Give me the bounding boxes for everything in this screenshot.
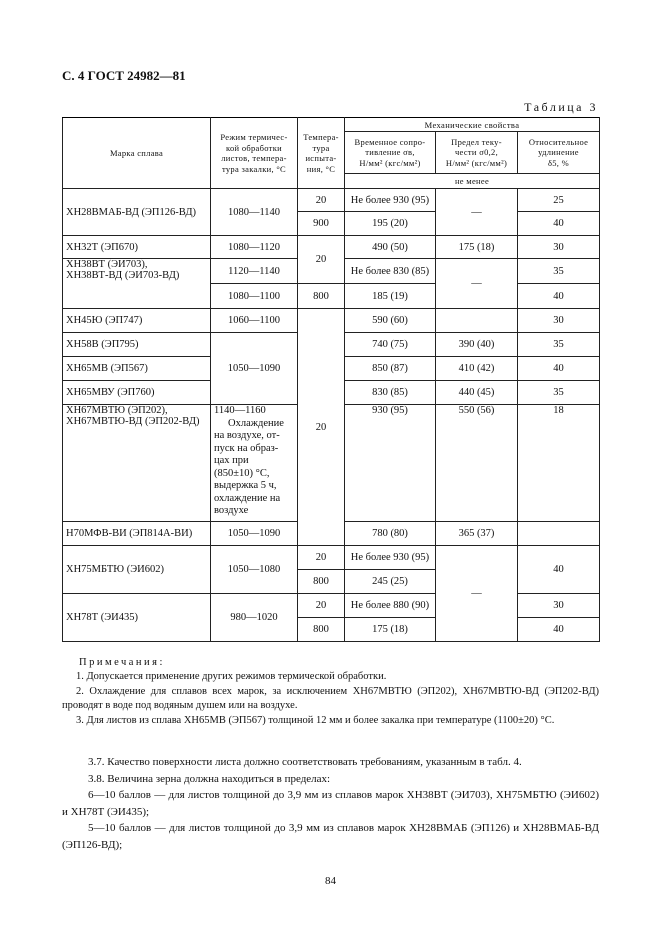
mode-cell: 1080—1120 (211, 236, 298, 259)
page-header: С. 4 ГОСТ 24982—81 (62, 68, 186, 83)
yield-cell: 550 (56) (436, 405, 518, 522)
strength-cell: 245 (25) (345, 570, 436, 594)
strength-cell: 740 (75) (345, 333, 436, 357)
elongation-cell: 30 (518, 309, 600, 333)
mode-cell: 1060—1100 (211, 309, 298, 333)
yield-cell: — (436, 546, 518, 642)
table-caption: Таблица 3 (524, 100, 598, 114)
strength-cell: Не более 830 (85) (345, 259, 436, 284)
mode-cell: 1120—1140 (211, 259, 298, 284)
elongation-cell: 35 (518, 381, 600, 405)
temp-cell: 800 (298, 570, 345, 594)
note-item: 2. Охлаждение для сплавов всех марок, за исключением ХН67МВТЮ (ЭП202), ХН67МВТЮ-ВД (ЭП202-ВД) проводят в воде под водяным душем или на воздухе. (62, 685, 599, 712)
alloy-cell: ХН32Т (ЭП670) (63, 236, 211, 259)
elongation-cell: 35 (518, 333, 600, 357)
strength-cell: Не более 930 (95) (345, 546, 436, 570)
strength-cell: 850 (87) (345, 357, 436, 381)
mode-cell: 1080—1100 (211, 284, 298, 309)
strength-cell: Не более 930 (95) (345, 189, 436, 212)
strength-cell: Не более 880 (90) (345, 594, 436, 618)
elongation-cell: 30 (518, 236, 600, 259)
yield-cell: 440 (45) (436, 381, 518, 405)
alloy-cell: ХН78Т (ЭИ435) (63, 594, 211, 642)
paragraph: 3.8. Величина зерна должна находиться в пределах: (88, 772, 331, 785)
mode-cell: 1080—1140 (211, 189, 298, 236)
temp-cell: 20 (298, 189, 345, 212)
mode-cell: 980—1020 (211, 594, 298, 642)
elongation-cell: 25 (518, 189, 600, 212)
properties-table (62, 117, 600, 642)
yield-cell (436, 309, 518, 333)
strength-cell: 830 (85) (345, 381, 436, 405)
header-mech: Механические свойства (345, 118, 600, 132)
temp-cell: 20 (298, 546, 345, 570)
alloy-cell: ХН75МБТЮ (ЭИ602) (63, 546, 211, 594)
alloy-cell: Н70МФВ-ВИ (ЭП814А-ВИ) (63, 522, 211, 546)
note-item: 1. Допускается применение других режимов термической обработки. (76, 671, 387, 683)
strength-cell: 780 (80) (345, 522, 436, 546)
header-yield: Предел теку- чести σ0,2, Н/мм² (кгс/мм²) (436, 132, 518, 174)
elongation-cell: 18 (518, 405, 600, 522)
header-not-less: не менее (345, 174, 600, 189)
alloy-cell: ХН38ВТ (ЭИ703), ХН38ВТ-ВД (ЭИ703-ВД) (63, 259, 211, 309)
paragraph: 5—10 баллов — для листов толщиной до 3,9 мм из сплавов марок ХН28ВМАБ (ЭП126) и ХН28ВМАБ-ВД (ЭП126-ВД); (62, 822, 599, 851)
table-notes (62, 656, 599, 728)
elongation-cell (518, 522, 600, 546)
alloy-cell: ХН28ВМАБ-ВД (ЭП126-ВД) (63, 189, 211, 236)
elongation-cell: 40 (518, 212, 600, 236)
yield-cell: 365 (37) (436, 522, 518, 546)
paragraph: 6—10 баллов — для листов толщиной до 3,9 мм из сплавов марок ХН38ВТ (ЭИ703), ХН75МБТЮ (ЭИ602) и ХН78Т (ЭИ435); (62, 789, 599, 818)
alloy-cell: ХН45Ю (ЭП747) (63, 309, 211, 333)
alloy-cell: ХН67МВТЮ (ЭП202), ХН67МВТЮ-ВД (ЭП202-ВД) (63, 405, 211, 522)
temp-cell: 800 (298, 284, 345, 309)
page-number: 84 (325, 875, 336, 887)
notes-title: Примечания: (79, 657, 165, 668)
header-elongation: Относительное удлинение δ5, % (518, 132, 600, 174)
alloy-cell: ХН65МВ (ЭП567) (63, 357, 211, 381)
alloy-cell: ХН58В (ЭП795) (63, 333, 211, 357)
mode-cell: 1050—1080 (211, 546, 298, 594)
elongation-cell: 40 (518, 284, 600, 309)
elongation-cell: 35 (518, 259, 600, 284)
yield-cell: — (436, 189, 518, 236)
temp-cell: 20 (298, 309, 345, 546)
yield-cell: 410 (42) (436, 357, 518, 381)
yield-cell: — (436, 259, 518, 309)
strength-cell: 195 (20) (345, 212, 436, 236)
elongation-cell: 40 (518, 618, 600, 642)
note-item: 3. Для листов из сплава ХН65МВ (ЭП567) толщиной 12 мм и более закалка при температуре (1100±20) °С. (76, 714, 555, 726)
temp-cell: 20 (298, 236, 345, 284)
strength-cell: 930 (95) (345, 405, 436, 522)
strength-cell: 175 (18) (345, 618, 436, 642)
alloy-cell: ХН65МВУ (ЭП760) (63, 381, 211, 405)
header-alloy: Марка сплава (63, 118, 211, 189)
paragraph: 3.7. Качество поверхности листа должно соответствовать требованиям, указанным в табл. 4. (88, 756, 522, 768)
strength-cell: 490 (50) (345, 236, 436, 259)
mode-cell: 1050—1090 (211, 333, 298, 405)
strength-cell: 590 (60) (345, 309, 436, 333)
temp-cell: 20 (298, 594, 345, 618)
elongation-cell: 40 (518, 546, 600, 594)
temp-cell: 900 (298, 212, 345, 236)
mode-cell: 1050—1090 (211, 522, 298, 546)
header-mode: Режим термичес- кой обработки листов, темпера- тура закалки, °С (211, 118, 298, 189)
elongation-cell: 40 (518, 357, 600, 381)
mode-cell: 1140—1160 Охлаждение на воздухе, от- пуск на образ- цах при (850±10) °С, выдержка 5 ч, охлаждение на воздухе (211, 405, 298, 522)
yield-cell: 390 (40) (436, 333, 518, 357)
body-text (62, 754, 599, 853)
strength-cell: 185 (19) (345, 284, 436, 309)
header-strength: Временное сопро- тивление σв, Н/мм² (кгс/мм²) (345, 132, 436, 174)
header-temp: Темпера- тура испыта- ния, °С (298, 118, 345, 189)
temp-cell: 800 (298, 618, 345, 642)
yield-cell: 175 (18) (436, 236, 518, 259)
elongation-cell: 30 (518, 594, 600, 618)
